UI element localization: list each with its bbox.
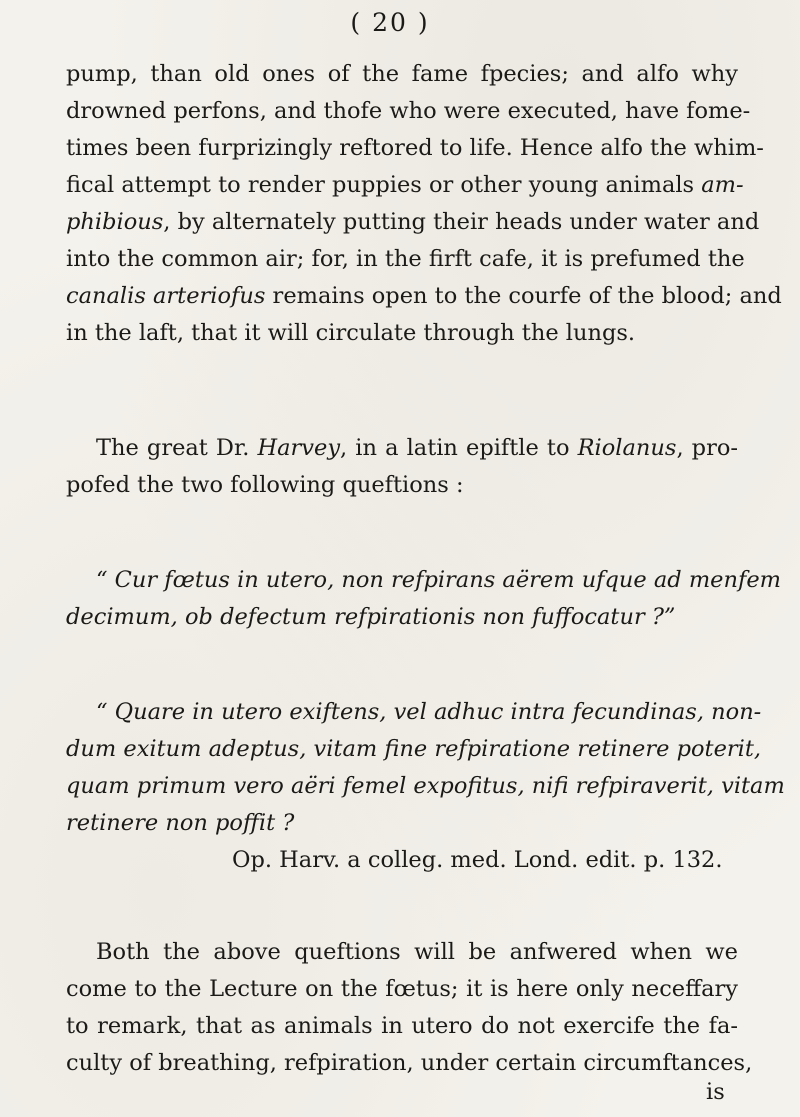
- text-line: [66, 167, 744, 204]
- text-line: into the common air; for, in the firft cafe, it is prefumed the: [66, 246, 745, 272]
- text-line: dum exitum adeptus, vitam fine refpiratione retinere poterit,: [66, 736, 762, 762]
- text-line: retinere non poffit ?: [66, 810, 295, 836]
- text-line: “ Quare in utero exiftens, vel adhuc intra fecundinas, non-: [96, 699, 762, 725]
- text-segment: , by alternately putting their heads under water and: [163, 209, 760, 235]
- latin-quote-1: [66, 562, 781, 636]
- text-line: Both the above queftions will be anfwered when we: [96, 939, 738, 965]
- catchword: is: [706, 1079, 725, 1105]
- text-line: pofed the two following queftions :: [66, 472, 464, 498]
- italic-name: Riolanus: [577, 435, 677, 461]
- text-segment: , pro-: [676, 435, 738, 461]
- text-line: culty of breathing, refpiration, under certain circumftances,: [66, 1050, 753, 1076]
- text-line: pump, than old ones of the fame fpecies; and alfo why: [66, 61, 738, 87]
- text-segment: , in a latin epiftle to: [340, 435, 578, 461]
- text-line: [66, 278, 782, 315]
- text-line: quam primum vero aëri femel expofitus, nifi refpiraverit, vitam: [66, 773, 785, 799]
- text-line: [66, 430, 738, 467]
- text-line: to remark, that as animals in utero do not exercife the fa-: [66, 1013, 738, 1039]
- text-line: [66, 204, 760, 241]
- text-segment: fical attempt to render puppies or other young animals: [66, 172, 702, 198]
- text-segment: remains open to the courfe of the blood; and: [265, 283, 782, 309]
- text-line: decimum, ob defectum refpirationis non fuffocatur ?”: [66, 604, 676, 630]
- text-segment: The great Dr.: [96, 435, 258, 461]
- paragraph-3: [66, 934, 753, 1082]
- italic-term: canalis arteriofus: [66, 283, 266, 309]
- text-line: times been furprizingly reftored to life. Hence alfo the whim-: [66, 135, 764, 161]
- text-line: come to the Lecture on the fœtus; it is here only neceffary: [66, 976, 738, 1002]
- text-line: in the laft, that it will circulate through the lungs.: [66, 320, 636, 346]
- text-line: drowned perfons, and thofe who were executed, have fome-: [66, 98, 751, 124]
- italic-term: am-: [701, 172, 744, 198]
- text-line: “ Cur fœtus in utero, non refpirans aërem ufque ad menfem: [96, 567, 781, 593]
- italic-term: phibious: [66, 209, 164, 235]
- citation-text: Op. Harv. a colleg. med. Lond. edit. p. 132.: [232, 847, 723, 873]
- latin-quote-2: [66, 694, 785, 842]
- paragraph-1: [66, 56, 782, 352]
- paragraph-2: [66, 430, 738, 504]
- page-number: ( 20 ): [350, 8, 430, 37]
- italic-name: Harvey: [257, 435, 341, 461]
